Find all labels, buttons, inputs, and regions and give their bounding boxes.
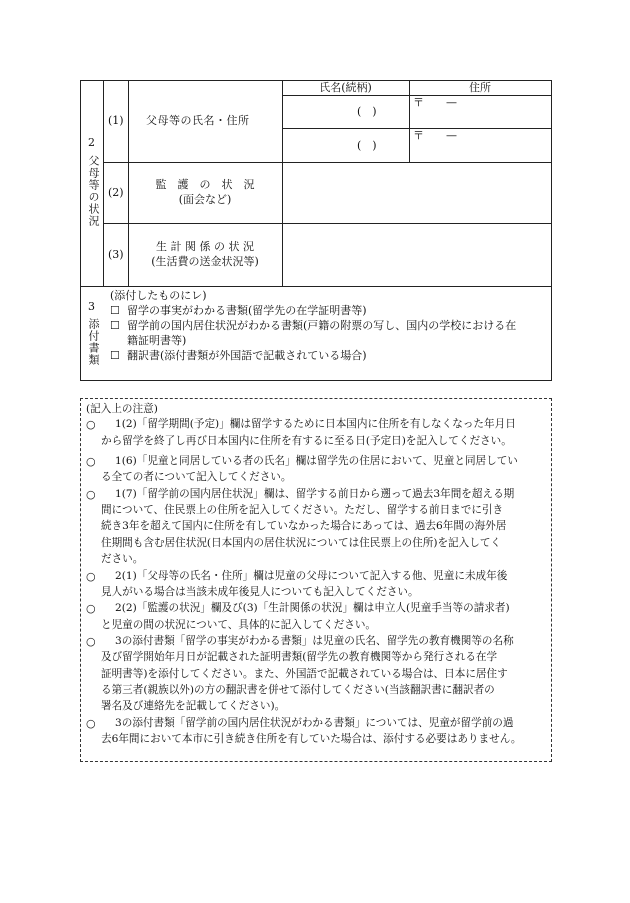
row1-label: 父母等の氏名・住所 [146, 114, 250, 127]
note-line: から留学を終了し再び日本国内に住所を有するに至る日(予定日)を記入してください。 [101, 435, 512, 447]
section2-number: 2 [88, 136, 95, 149]
note-line: 3の添付書類「留学の事実がわかる書類」は児童の氏名、留学先の教育機関等の名称 [115, 635, 514, 647]
note-line: る第三者(親族以外)の方の翻訳書を併せて添付してください(当該翻訳書に翻訳者の [101, 684, 495, 696]
note-line: 間について、住民票上の住所を記入してください。ただし、留学する前日までに引き [101, 504, 504, 516]
note-line: と児童の間の状況について、具体的に記入してください。 [101, 619, 377, 631]
note-line: る全ての者について記入してください。 [101, 471, 292, 483]
notes-title: (記入上の注意) [86, 403, 158, 415]
note-line: ださい。 [101, 553, 144, 565]
note-line: 証明書等)を添付してください。また、外国語で記載されている場合は、日本に居住す [101, 668, 508, 680]
note-line: 続き3年を超えて国内に住所を有していなかった場合にあっては、過去6年間の海外居 [101, 520, 507, 532]
note-line: 2(1)「父母等の氏名・住所」欄は児童の父母について記入する他、児童に未成年後 [115, 570, 508, 582]
row1-index: (1) [108, 114, 124, 127]
row1-name-paren-1[interactable]: ( ) [357, 105, 377, 118]
note-line: 去6年間において本市に引き続き住所を有していた場合は、添付する必要はありません。 [101, 733, 522, 745]
row3-input-area[interactable] [283, 224, 551, 286]
item-study-proof: 留学の事実がわかる書類(留学先の在学証明書等) [127, 304, 367, 317]
header-name: 氏名(続柄) [319, 81, 372, 94]
checkbox-translation[interactable]: ☐ [110, 349, 120, 362]
section2-title: 父母等の状況 [87, 155, 100, 227]
row2-index: (2) [108, 186, 124, 199]
section3-intro: (添付したものにレ) [110, 289, 207, 302]
note-line: 3の添付書類「留学前の国内居住状況がわかる書類」については、児童が留学前の過 [115, 717, 514, 729]
row2-label: 監 護 の 状 況 [155, 178, 255, 191]
item-residence-proof-cont: 籍証明書等) [127, 334, 187, 347]
note-line: 1(2)「留学期間(予定)」欄は留学するために日本国内に住所を有しなくなった年月日 [115, 418, 516, 430]
note-line: 住期間も含む居住状況(日本国内の居住状況については住民票上の住所)を記入してく [101, 537, 502, 549]
header-address: 住所 [469, 81, 491, 94]
note-bullet: ○ [86, 602, 96, 615]
row2-input-area[interactable] [283, 163, 551, 223]
note-line: 及び留学開始年月日が記載された証明書類(留学先の教育機関等から発行される在学 [101, 651, 498, 663]
row2-sub: (面会など) [178, 193, 232, 206]
item-residence-proof: 留学前の国内居住状況がわかる書類(戸籍の附票の写し、国内の学校における在 [127, 319, 517, 332]
row3-index: (3) [108, 248, 124, 261]
section3-number: 3 [88, 300, 95, 313]
note-bullet: ○ [86, 717, 96, 730]
note-bullet: ○ [86, 455, 96, 468]
row1-name-paren-2[interactable]: ( ) [357, 139, 377, 152]
row1-postal-1[interactable]: 〒 — [413, 96, 457, 109]
note-line: 1(6)「児童と同居している者の氏名」欄は留学先の住居において、児童と同居してい [115, 455, 518, 467]
note-bullet: ○ [86, 488, 96, 501]
note-line: 2(2)「監護の状況」欄及び(3)「生計関係の状況」欄は申立人(児童手当等の請求者) [115, 602, 510, 614]
section3-title: 添付書類 [87, 318, 100, 366]
checkbox-residence-proof[interactable]: ☐ [110, 319, 120, 332]
checkbox-study-proof[interactable]: ☐ [110, 304, 120, 317]
note-line: 見人がいる場合は当該未成年後見人についても記入してください。 [101, 586, 419, 598]
note-bullet: ○ [86, 570, 96, 583]
row3-label: 生 計 関 係 の 状 況 [156, 240, 254, 253]
note-line: 1(7)「留学前の国内居住状況」欄は、留学する前日から遡って過去3年間を超える期 [115, 488, 515, 500]
note-line: 署名及び連絡先を記載してください)。 [101, 700, 286, 712]
row3-sub: (生活費の送金状況等) [151, 255, 259, 268]
item-translation: 翻訳書(添付書類が外国語で記載されている場合) [127, 349, 367, 362]
note-bullet: ○ [86, 635, 96, 648]
note-bullet: ○ [86, 418, 96, 431]
row1-postal-2[interactable]: 〒 — [413, 129, 457, 142]
